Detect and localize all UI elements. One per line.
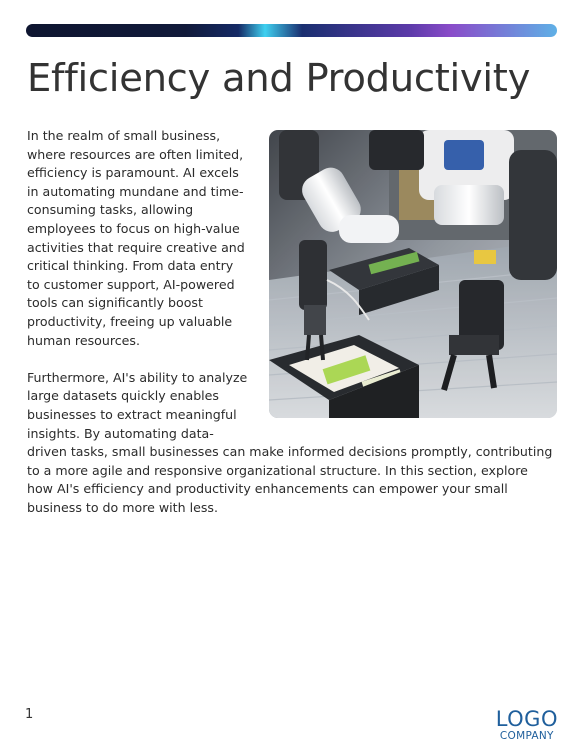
header-gradient-bar bbox=[26, 24, 557, 37]
body-content bbox=[27, 127, 557, 517]
page-number: 1 bbox=[25, 707, 34, 722]
logo-text: LOGO bbox=[495, 707, 558, 731]
page-title: Efficiency and Productivity bbox=[27, 56, 531, 101]
robot-arms-photo bbox=[269, 130, 557, 418]
paragraph-1: In the realm of small business, where resources are often limited, efficiency is paramount. AI excels in automating mundane and time-consuming tasks, allowing employees to focus on high-value activities that require creative and critical thinking. From data entry to customer support, AI-powered tools can significantly boost productivity, freeing up valuable human resources. bbox=[27, 128, 245, 348]
paragraph-2: Furthermore, AI's ability to analyze large datasets quickly enables businesses to extract meaningful insights. By automating data-driven tasks, small businesses can make informed decisions promptly, contributing to a more agile and responsive organizational structure. In this section, explore how AI's efficiency and productivity enhancements can empower your small business to do more with less. bbox=[27, 369, 553, 515]
logo-subtext: COMPANY bbox=[499, 730, 554, 742]
company-logo bbox=[496, 708, 558, 743]
